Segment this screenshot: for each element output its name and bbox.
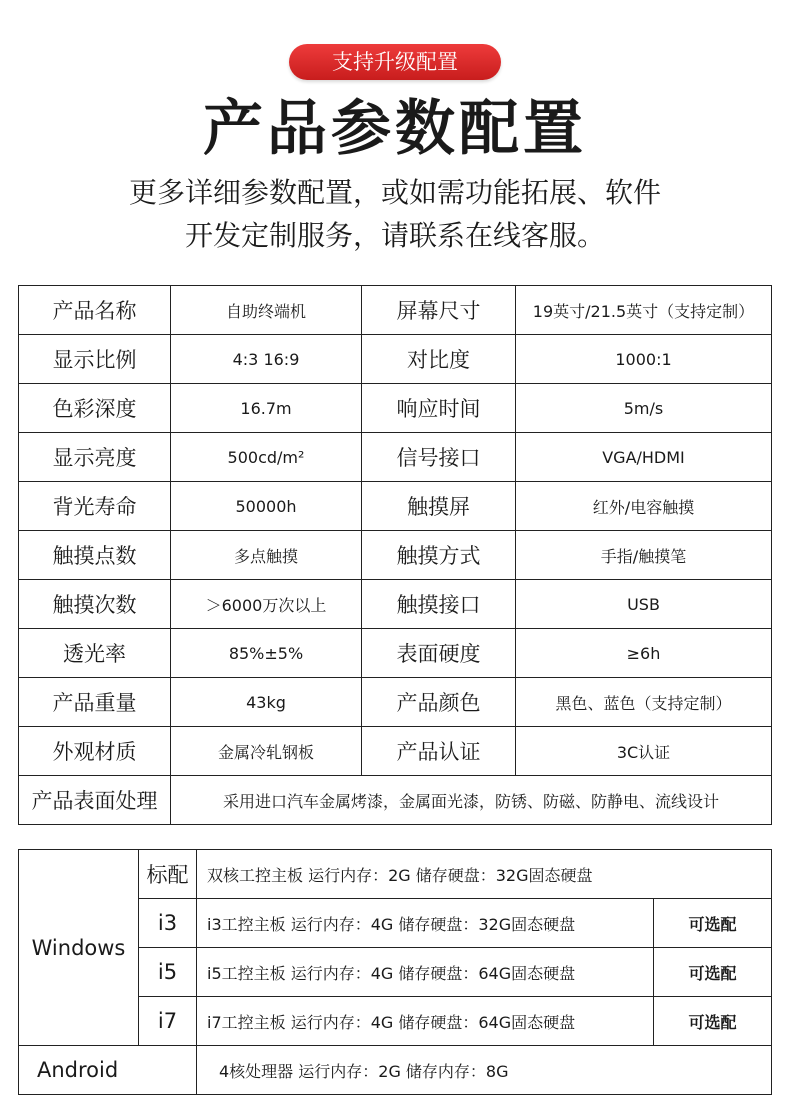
spec-row: [19, 727, 772, 776]
spec-value: 4:3 16:9: [171, 335, 362, 384]
spec-label: 显示亮度: [19, 433, 171, 482]
config-table: [18, 849, 772, 1095]
spec-value: 多点触摸: [171, 531, 362, 580]
spec-label: 屏幕尺寸: [362, 286, 516, 335]
config-tier: i7: [139, 997, 197, 1046]
spec-label: 产品名称: [19, 286, 171, 335]
spec-label: 响应时间: [362, 384, 516, 433]
subtitle-line-2: 开发定制服务，请联系在线客服。: [184, 219, 605, 252]
spec-label: 信号接口: [362, 433, 516, 482]
spec-label: 触摸屏: [362, 482, 516, 531]
surface-value: 采用进口汽车金属烤漆，金属面光漆，防锈、防磁、防静电、流线设计: [171, 776, 772, 825]
os-android: Android: [19, 1046, 197, 1095]
spec-label: 表面硬度: [362, 629, 516, 678]
spec-label: 显示比例: [19, 335, 171, 384]
spec-value: 手指/触摸笔: [516, 531, 772, 580]
config-desc: i3工控主板 运行内存：4G 储存硬盘：32G固态硬盘: [197, 899, 654, 948]
spec-label: 产品重量: [19, 678, 171, 727]
optional-label: 可选配: [654, 899, 772, 948]
spec-label: 外观材质: [19, 727, 171, 776]
spec-value: 50000h: [171, 482, 362, 531]
spec-row: [19, 433, 772, 482]
spec-value: 自助终端机: [171, 286, 362, 335]
spec-value: VGA/HDMI: [516, 433, 772, 482]
config-row: [19, 1046, 772, 1095]
spec-row: [19, 678, 772, 727]
spec-row: [19, 384, 772, 433]
spec-row: [19, 531, 772, 580]
spec-row: [19, 286, 772, 335]
spec-label: 透光率: [19, 629, 171, 678]
config-tier: i3: [139, 899, 197, 948]
spec-label: 产品颜色: [362, 678, 516, 727]
spec-value: 43kg: [171, 678, 362, 727]
spec-label: 对比度: [362, 335, 516, 384]
os-windows: Windows: [19, 850, 139, 1046]
spec-value: 16.7m: [171, 384, 362, 433]
surface-label: 产品表面处理: [19, 776, 171, 825]
spec-value: 19英寸/21.5英寸（支持定制）: [516, 286, 772, 335]
spec-value: 85%±5%: [171, 629, 362, 678]
optional-label: 可选配: [654, 948, 772, 997]
spec-value: 3C认证: [516, 727, 772, 776]
spec-value: ＞6000万次以上: [171, 580, 362, 629]
config-tier: i5: [139, 948, 197, 997]
spec-label: 触摸接口: [362, 580, 516, 629]
spec-value: ≥6h: [516, 629, 772, 678]
spec-row: [19, 580, 772, 629]
spec-value: 黑色、蓝色（支持定制）: [516, 678, 772, 727]
subtitle-line-1: 更多详细参数配置，或如需功能拓展、软件: [128, 176, 661, 209]
spec-row: [19, 482, 772, 531]
spec-value: 红外/电容触摸: [516, 482, 772, 531]
surface-row: [19, 776, 772, 825]
config-desc: 双核工控主板 运行内存：2G 储存硬盘：32G固态硬盘: [197, 850, 772, 899]
spec-table: [18, 285, 772, 825]
page-title: 产品参数配置: [203, 94, 587, 164]
config-desc: i5工控主板 运行内存：4G 储存硬盘：64G固态硬盘: [197, 948, 654, 997]
spec-value: 1000:1: [516, 335, 772, 384]
spec-value: 金属冷轧钢板: [171, 727, 362, 776]
spec-label: 触摸点数: [19, 531, 171, 580]
optional-label: 可选配: [654, 997, 772, 1046]
spec-value: USB: [516, 580, 772, 629]
spec-label: 触摸方式: [362, 531, 516, 580]
spec-label: 产品认证: [362, 727, 516, 776]
config-row: [19, 850, 772, 899]
upgrade-badge: 支持升级配置: [289, 44, 501, 80]
spec-value: 500cd/m²: [171, 433, 362, 482]
spec-value: 5m/s: [516, 384, 772, 433]
spec-row: [19, 629, 772, 678]
spec-label: 触摸次数: [19, 580, 171, 629]
spec-label: 背光寿命: [19, 482, 171, 531]
config-tier: 标配: [139, 850, 197, 899]
spec-row: [19, 335, 772, 384]
config-desc: i7工控主板 运行内存：4G 储存硬盘：64G固态硬盘: [197, 997, 654, 1046]
config-desc: 4核处理器 运行内存：2G 储存内存：8G: [197, 1046, 772, 1095]
spec-label: 色彩深度: [19, 384, 171, 433]
